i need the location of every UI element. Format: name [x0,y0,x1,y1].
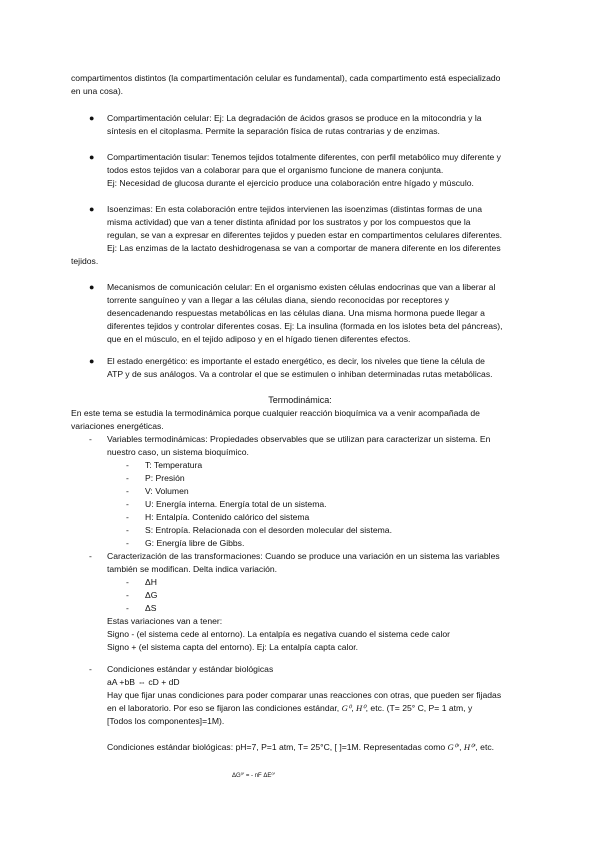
bullet-text: ATP y de sus análogos. Va a controlar el que se estimulen o inhiban determinadas rutas metabólicas. [107,369,493,379]
transformaciones-after: Signo - (el sistema cede al entorno). La entalpía es negativa cuando el sistema cede calor [107,629,450,639]
bullet-text: desencadenando respuestas metabólicas en las células diana. Una misma hormona puede llegar a [107,308,485,318]
bullet-text: diferentes tejidos y controlar diferentes cosas. Ej: La insulina (formada en los islotes beta del páncreas), [107,321,503,331]
gibbs-formula: ΔG⁰′ = - nF ΔE⁰′ [232,773,275,779]
dash-marker: - [126,538,129,548]
variable-item: G: Energía libre de Gibbs. [145,538,245,548]
bullet-text: Compartimentación tisular: Tenemos tejidos totalmente diferentes, con perfil metabólico muy diferente y [107,152,501,162]
dash-marker: - [126,590,129,600]
bullet-text: Ej: Necesidad de glucosa durante el ejercicio produce una colaboración entre hígado y músculo. [107,178,474,188]
intro-line: en una cosa). [71,86,124,96]
reaction-equation: aA +bB ⇔ cD + dD [107,677,180,687]
symbol-h-biological: H⁰′ [463,742,476,752]
variables-text: nuestro caso, un sistema bioquímico. [107,447,249,457]
variable-item: V: Volumen [145,486,189,496]
delta-item: ΔH [145,577,157,587]
bullet-text: Compartimentación celular: Ej: La degradación de ácidos grasos se produce en la mitocondria y la [107,113,482,123]
dash-marker: - [126,512,129,522]
variables-text: Variables termodinámicas: Propiedades observables que se utilizan para caracterizar un sistema. En [107,434,491,444]
condiciones-text-part: , etc. [475,742,495,752]
bullet-text: torrente sanguíneo y van a llegar a las células diana, siendo reconocidas por receptores y [107,295,450,305]
section-title: Termodinámica: [268,395,332,405]
bullet-text: Isoenzimas: En esta colaboración entre tejidos intervienen las isoenzimas (distintas formas de una [107,204,482,214]
transformaciones-text: también se modifican. Delta indica variación. [107,564,278,574]
condiciones-text: Hay que fijar unas condiciones para poder comparar unas reacciones con otras, que pueden ser fijadas [107,690,502,700]
transformaciones-after: Estas variaciones van a tener: [107,616,223,626]
intro-line: compartimentos distintos (la compartimentación celular es fundamental), cada compartimento está especializado [71,73,501,83]
bullet-dot: ● [89,356,95,366]
condiciones-text [107,703,472,713]
dash-marker: - [126,577,129,587]
delta-item: ΔS [145,603,157,613]
delta-item: ΔG [145,590,158,600]
symbol-h-standard: H⁰ [356,703,366,713]
bullet-text: que en el músculo, en el tejido adiposo y en el hígado tienen diferentes efectos. [107,334,411,344]
dash-marker: - [126,499,129,509]
dash-marker: - [89,434,92,444]
variable-item: U: Energía interna. Energía total de un sistema. [145,499,327,509]
variable-item: P: Presión [145,473,185,483]
section-intro: variaciones energéticas. [71,421,164,431]
bullet-text: todos estos tejidos van a colaborar para que el organismo funcione de manera conjunta. [107,165,444,175]
condiciones-text-part: en el laboratorio. Por eso se fijaron las condiciones estándar, [107,703,340,713]
dash-marker: - [126,525,129,535]
dash-marker: - [89,664,92,674]
dash-marker: - [126,460,129,470]
condiciones-text-part: Condiciones estándar biológicas: pH=7, P=1 atm, T= 25°C, [ ]=1M. Representadas como [107,742,446,752]
variable-item: H: Entalpía. Contenido calórico del sistema [145,512,310,522]
bullet-dot: ● [89,282,95,292]
bullet-text: Mecanismos de comunicación celular: En el organismo existen células endocrinas que van a liberar al [107,282,496,292]
symbol-g-biological: G⁰′ [447,742,460,752]
dash-marker: - [126,473,129,483]
bullet-text: síntesis en el citoplasma. Permite la separación física de rutas contrarias y de enzimas. [107,126,440,136]
symbol-separator: , [459,742,462,752]
dash-marker: - [126,603,129,613]
bullet-dot: ● [89,204,95,214]
condiciones-title: Condiciones estándar y estándar biológicas [107,664,274,674]
condiciones-text: [Todos los componentes]=1M). [107,716,225,726]
bullet-dot: ● [89,152,95,162]
bullet-text: tejidos. [71,256,99,266]
section-intro: En este tema se estudia la termodinámica porque cualquier reacción bioquímica va a venir acompañada de [71,408,480,418]
transformaciones-text: Caracterización de las transformaciones: Cuando se produce una variación en un sistema las variables [107,551,500,561]
condiciones-biologicas-text [107,742,494,752]
condiciones-text-part: , etc. (T= 25° C, P= 1 atm, y [365,703,473,713]
bullet-text: misma actividad) que van a tener distinta afinidad por los sustratos y por los compuestos que la [107,217,471,227]
dash-marker: - [126,486,129,496]
symbol-g-standard: G⁰ [341,703,352,713]
bullet-text: El estado energético: es importante el estado energético, es decir, los niveles que tiene la célula de [107,356,485,366]
transformaciones-after: Signo + (el sistema capta del entorno). Ej: La entalpía capta calor. [107,642,359,652]
bullet-text: Ej: Las enzimas de la lactato deshidrogenasa se van a comportar de manera diferente en los diferentes [107,243,501,253]
variable-item: T: Temperatura [145,460,203,470]
variable-item: S: Entropía. Relacionada con el desorden molecular del sistema. [145,525,392,535]
symbol-separator: , [351,703,354,713]
bullet-dot: ● [89,113,95,123]
dash-marker: - [89,551,92,561]
bullet-text: regulan, se van a expresar en diferentes tejidos y pueden estar en compartimentos celulares diferentes. [107,230,503,240]
